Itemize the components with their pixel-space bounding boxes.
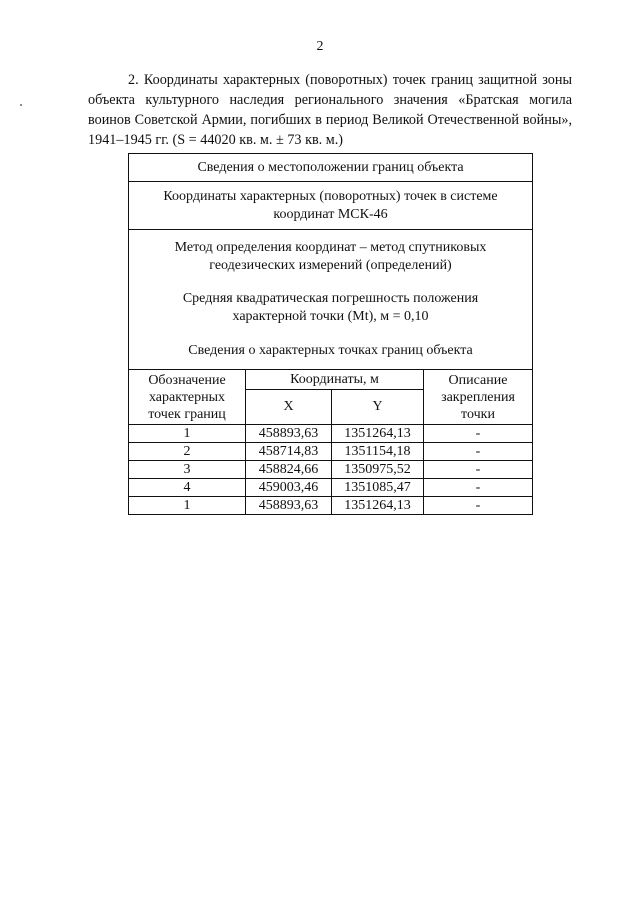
coordinate-system-line-2: координат МСК-46 xyxy=(273,206,388,222)
y-cell: 1351264,13 xyxy=(332,425,424,443)
coordinate-system-header xyxy=(129,182,533,230)
col-desc-header xyxy=(424,370,533,425)
point-cell: 1 xyxy=(129,497,246,515)
y-cell: 1350975,52 xyxy=(332,461,424,479)
intro-paragraph: 2. Координаты характерных (поворотных) точек границ защитной зоны объекта культурного наследия регионального значения «Братская могила воинов Советской Армии, погибших в период Великой Отечественной войны», 1941–1945 гг. (S = 44020 кв. м. ± 73 кв. м.) xyxy=(88,72,572,148)
table-header-row xyxy=(129,230,533,370)
location-info-header: Сведения о местоположении границ объекта xyxy=(129,154,533,182)
method-line-1: Метод определения координат – метод спутниковых xyxy=(174,240,487,255)
col-desc-line-3: точки xyxy=(461,406,495,422)
col-y-header: Y xyxy=(332,389,424,424)
col-x-header: X xyxy=(246,389,332,424)
desc-cell: - xyxy=(424,479,533,497)
table-row xyxy=(129,461,533,479)
x-cell: 458893,63 xyxy=(246,497,332,515)
table-row xyxy=(129,443,533,461)
error-line-2: характерной точки (Mt), м = 0,10 xyxy=(232,309,429,324)
col-coords-header: Координаты, м xyxy=(246,370,424,390)
x-cell: 458824,66 xyxy=(246,461,332,479)
error-line-1: Средняя квадратическая погрешность положения xyxy=(182,291,479,306)
col-point-line-3: точек границ xyxy=(148,406,226,422)
coordinate-system-line-1: Координаты характерных (поворотных) точек в системе xyxy=(163,188,498,204)
x-cell: 458714,83 xyxy=(246,443,332,461)
table-row xyxy=(129,425,533,443)
desc-cell: - xyxy=(424,497,533,515)
col-desc-line-1: Описание xyxy=(448,372,508,388)
coordinates-table xyxy=(128,153,533,515)
y-cell: 1351085,47 xyxy=(332,479,424,497)
scan-speck xyxy=(20,104,22,106)
x-cell: 459003,46 xyxy=(246,479,332,497)
col-point-header xyxy=(129,370,246,425)
desc-cell: - xyxy=(424,461,533,479)
page-number: 2 xyxy=(316,39,324,54)
col-point-line-2: характерных xyxy=(148,389,226,405)
table-header-row xyxy=(129,182,533,230)
point-cell: 4 xyxy=(129,479,246,497)
y-cell: 1351154,18 xyxy=(332,443,424,461)
col-point-line-1: Обозначение xyxy=(148,372,226,388)
y-cell: 1351264,13 xyxy=(332,497,424,515)
point-cell: 3 xyxy=(129,461,246,479)
col-desc-line-2: закрепления xyxy=(441,389,515,405)
method-line-2: геодезических измерений (определений) xyxy=(209,258,452,273)
column-header-row xyxy=(129,370,533,390)
points-info-title: Сведения о характерных точках границ объекта xyxy=(188,343,473,358)
table-row xyxy=(129,497,533,515)
desc-cell: - xyxy=(424,443,533,461)
desc-cell: - xyxy=(424,425,533,443)
point-cell: 1 xyxy=(129,425,246,443)
table-row xyxy=(129,479,533,497)
x-cell: 458893,63 xyxy=(246,425,332,443)
method-block xyxy=(129,230,533,370)
table-header-row xyxy=(129,154,533,182)
point-cell: 2 xyxy=(129,443,246,461)
